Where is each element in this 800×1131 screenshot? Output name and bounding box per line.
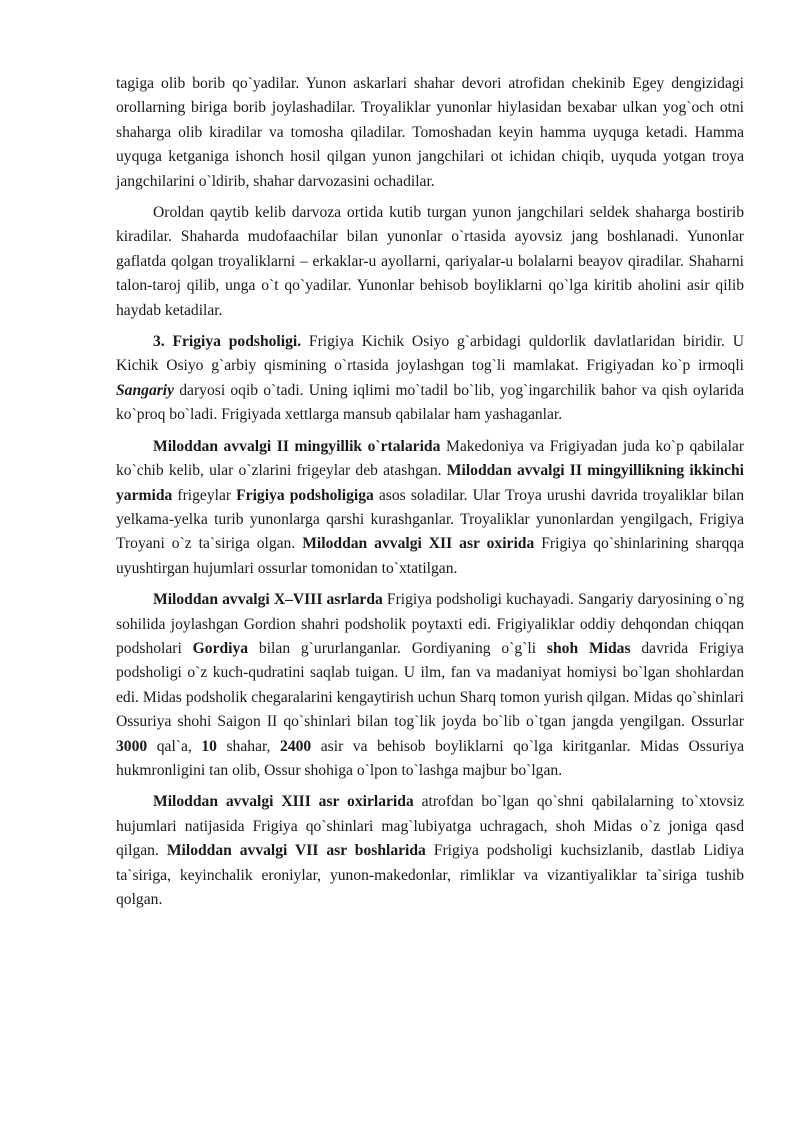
bold-text: 3. Frigiya podsholigi. xyxy=(153,333,302,351)
bold-italic-text: Sangariy xyxy=(116,381,175,399)
paragraph xyxy=(116,72,744,194)
bold-text: Gordiya xyxy=(192,639,249,657)
text-run: bilan g`ururlanganlar. Gordiyaning o`g`li xyxy=(248,639,547,657)
paragraph xyxy=(116,790,744,912)
text-run: daryosi oqib o`tadi. Uning iqlimi mo`tadil bo`lib, yog`ingarchilik bahor va qish oylarida ko`proq bo`ladi. Frigiyada xettlarga mansub qabilalar ham yashaganlar. xyxy=(116,381,744,424)
text-run: frigeylar xyxy=(172,486,237,504)
text-run: shahar, xyxy=(216,737,281,755)
bold-text: Miloddan avvalgi II mingyillikning ikkinchi yarmida xyxy=(116,462,744,504)
document-page xyxy=(116,72,744,919)
bold-text: shoh Midas xyxy=(546,639,631,657)
text-run: asos soladilar. Ular Troya urushi davrida troyaliklar bilan yelkama-yelka turib yunonlarga qarshi kurashganlar. Troyaliklar yunonlardan yengilgach, Frigiya Troyani o`z ta`siriga olgan. xyxy=(116,486,745,553)
bold-text: 2400 xyxy=(280,737,312,755)
text-run: Frigiya podsholigi kuchayadi. Sangariy daryosining o`ng sohilida joylashgan Gordion shahri podsholik poytaxti edi. Frigiyaliklar oddiy dehqondan chiqqan podsholari xyxy=(116,591,744,657)
paragraph xyxy=(116,588,744,783)
bold-text: Miloddan avvalgi II mingyillik o`rtalarida xyxy=(153,437,441,455)
paragraph xyxy=(116,435,744,581)
text-run: davrida Frigiya podsholigi o`z kuch-qudratini saqlab tuigan. U ilm, fan va madaniyat homiysi bo`lgan shohlardan edi. Midas podsholik chegaralarini kengaytirish uchun Sharq tomon yurish qilgan. Midas qo`shinlari Ossuriya shohi Saigon II qo`shinlari bilan tog`lik joyda bo`lib o`tgan jangda yengilgan. Ossurlar xyxy=(116,639,744,731)
text-run: atrofdan bo`lgan qo`shni qabilalarning to`xtovsiz hujumlari natijasida Frigiya qo`shinlari mag`lubiyatga uchragach, shoh Midas o`z joniga qasd qilgan. xyxy=(116,793,744,860)
text-run: Frigiya podsholigi kuchsizlanib, dastlab Lidiya ta`siriga, keyinchalik eroniylar, yunon-makedonlar, rimliklar va vizantiyaliklar ta`siriga tushib qolgan. xyxy=(116,842,744,908)
text-run: Frigiya Kichik Osiyo g`arbidagi quldorlik davlatlaridan biridir. U Kichik Osiyo g`arbiy qismining o`rtasida joylashgan tog`li mamlakat. Frigiyadan ko`p irmoqli xyxy=(116,333,744,375)
bold-text: Miloddan avvalgi VII asr boshlarida xyxy=(166,842,426,860)
text-run: Frigiya qo`shinlarining sharqqa uyushtirgan hujumlari ossurlar tomonidan to`xtatilgan. xyxy=(116,535,744,577)
text-run: Makedoniya va Frigiyadan juda ko`p qabilalar ko`chib kelib, ular o`zlarini frigeylar deb atashgan. xyxy=(116,437,745,480)
text-run: qal`a, xyxy=(147,737,202,755)
text-run: Oroldan qaytib kelib darvoza ortida kutib turgan yunon jangchilari seldek shaharga bostirib kiradilar. Shaharda mudofaachilar bilan yunonlar o`rtasida ayovsiz jang boshlanadi. Yunonlar gaflatda qolgan troyaliklarni – erkaklar-u ayollarni, qariyalar-u bolalarni beayov qiradilar. Shaharni talon-taroj qilib, unga o`t qo`yadilar. Yunonlar behisob boyliklarni qo`lga kiritib aholini asir qilib haydab ketadilar. xyxy=(116,204,744,319)
bold-text: Miloddan avvalgi X–VIII asrlarda xyxy=(153,591,383,609)
paragraph xyxy=(116,330,744,428)
bold-text: Miloddan avvalgi XIII asr oxirlarida xyxy=(153,793,414,811)
bold-text: 10 xyxy=(201,737,217,755)
bold-text: Miloddan avvalgi XII asr oxirida xyxy=(302,535,535,553)
text-run: asir va behisob boyliklarni qo`lga kiritganlar. Midas Ossuriya hukmronligini tan olib, Ossur shohiga o`lpon to`lashga majbur bo`lgan. xyxy=(116,737,744,779)
bold-text: Frigiya podsholigiga xyxy=(236,486,374,504)
text-run: tagiga olib borib qo`yadilar. Yunon askarlari shahar devori atrofidan chekinib Egey dengizidagi orollarning biriga borib joylashadilar. Troyaliklar yunonlar hiylasidan bexabar ulkan yog`och otni shaharga olib kiradilar va tomosha qiladilar. Tomoshadan keyin hamma uyquga ketadi. Hamma uyquga ketganiga ishonch hosil qilgan yunon jangchilari ot ichidan chiqib, uyquda yotgan troya jangchilarini o`ldirib, shahar darvozasini ochadilar. xyxy=(116,75,744,190)
paragraph xyxy=(116,201,744,323)
bold-text: 3000 xyxy=(116,737,148,755)
